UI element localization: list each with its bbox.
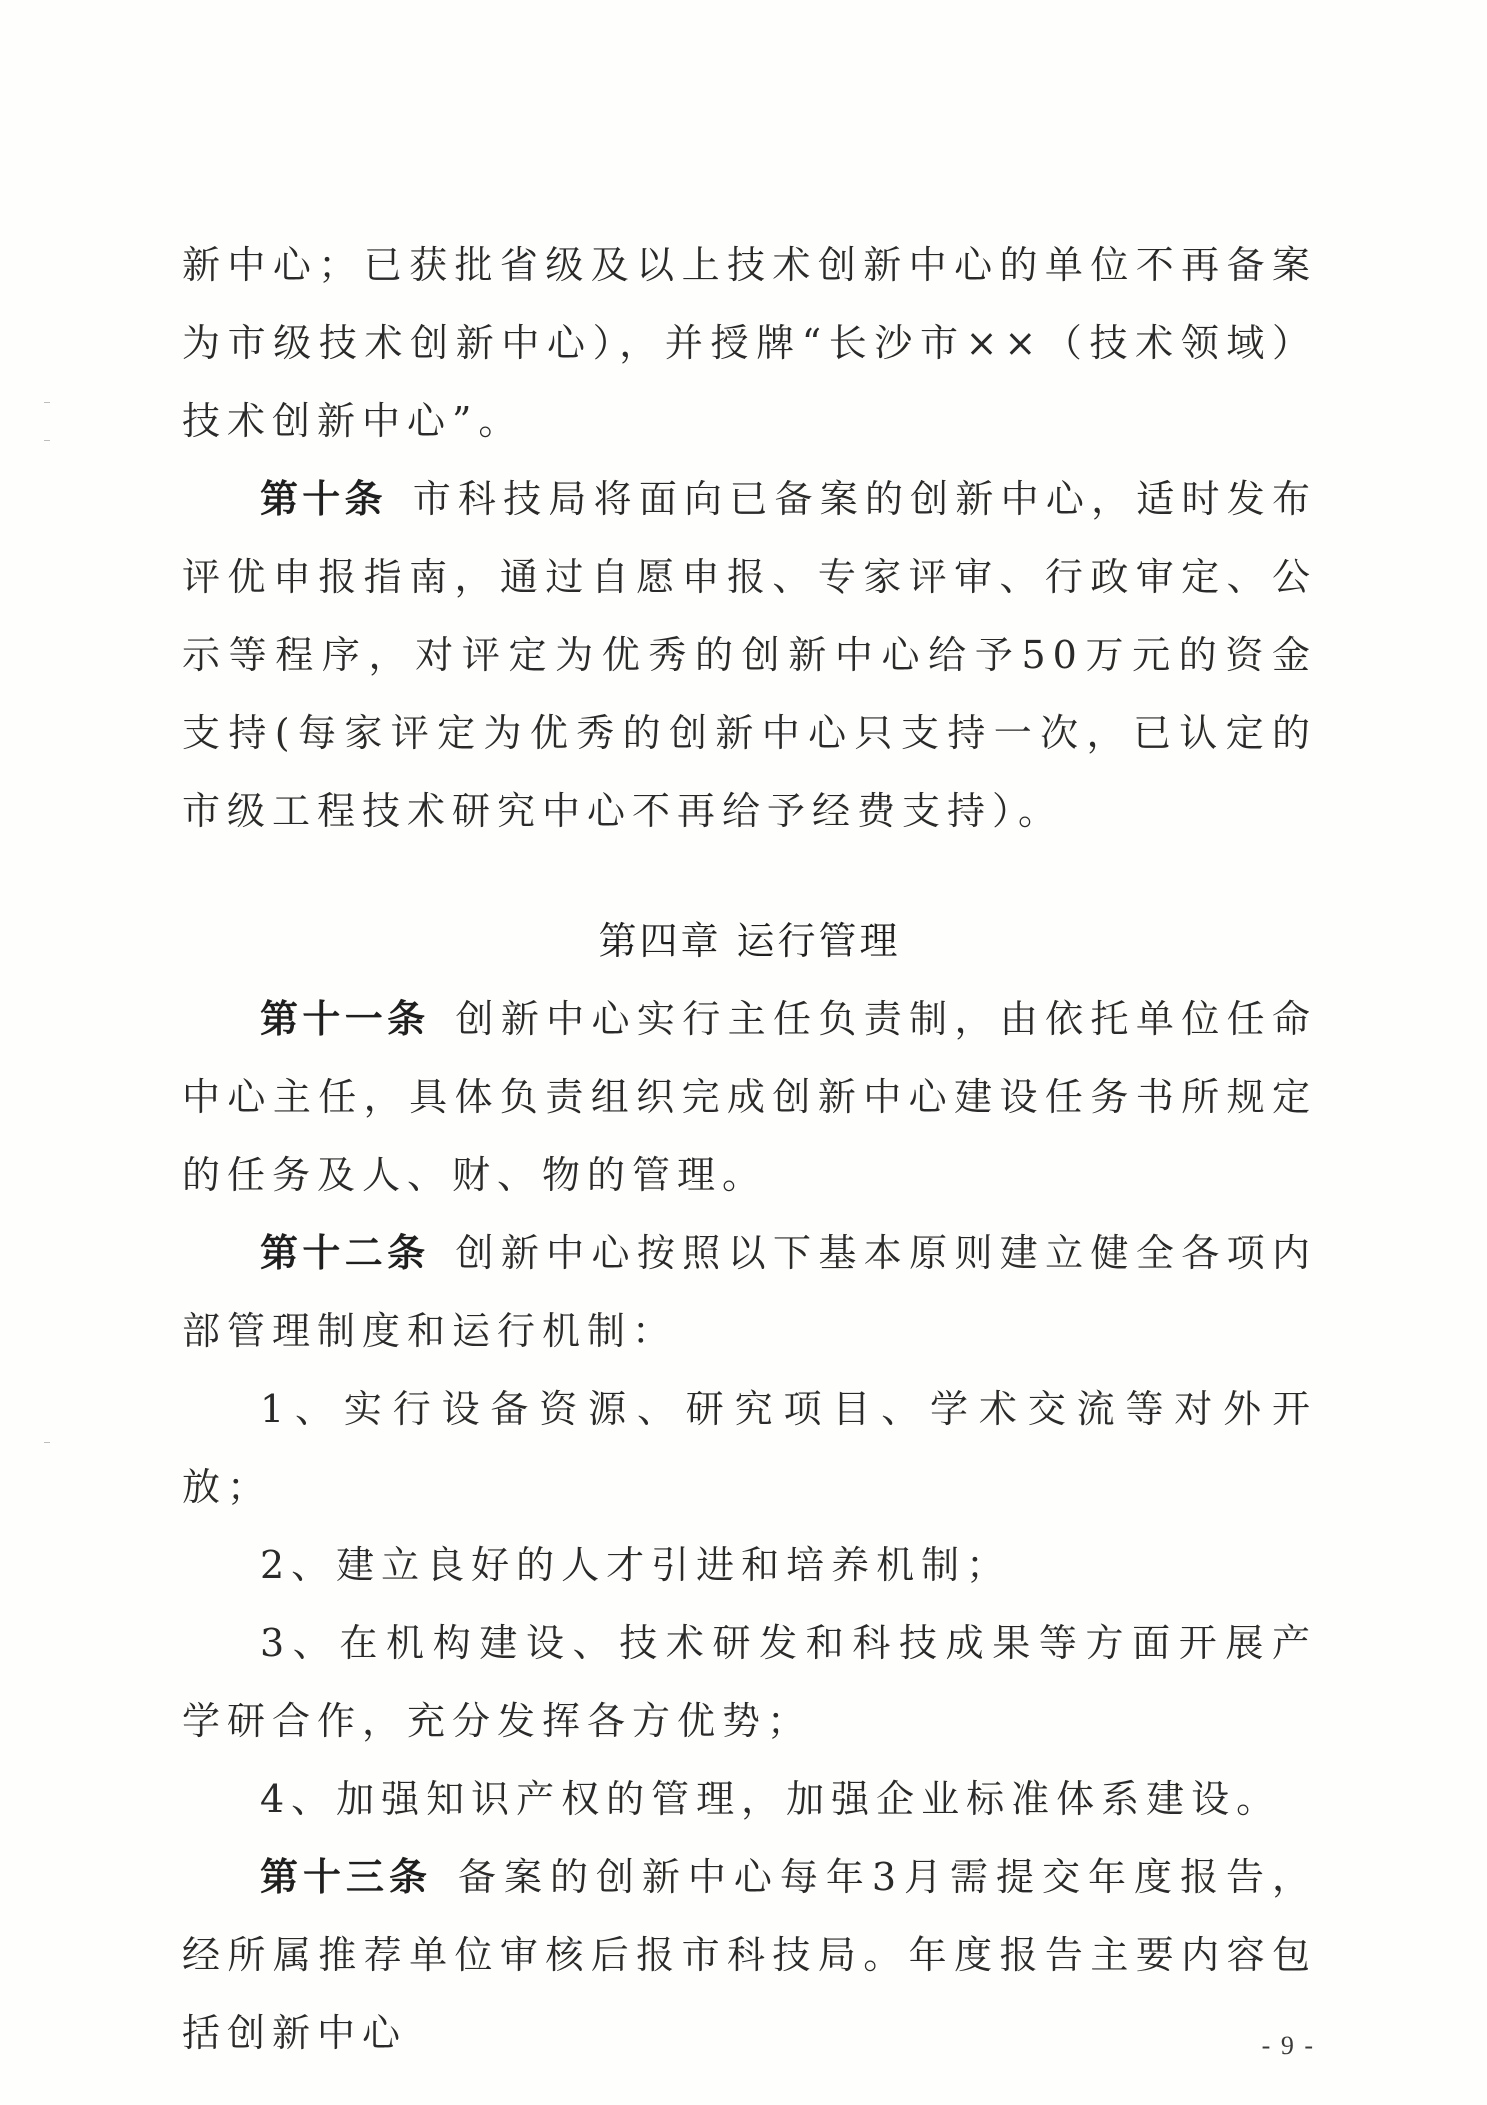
article-12-item-4: 4、加强知识产权的管理，加强企业标准体系建设。 xyxy=(260,1777,1282,1821)
article-10 xyxy=(182,460,1317,850)
article-11-label: 第十一条 xyxy=(260,997,430,1041)
document-body xyxy=(182,226,1317,2072)
article-11-text: 创新中心实行主任负责制，由依托单位任命中心主任，具体负责组织完成创新中心建设任务书所规定的任务及人、财、物的管理。 xyxy=(182,997,1317,1197)
intro-paragraph: 新中心；已获批省级及以上技术创新中心的单位不再备案为市级技术创新中心），并授牌“长沙市××（技术领域）技术创新中心”。 xyxy=(182,243,1317,443)
chapter-title: 第四章 运行管理 xyxy=(598,919,901,963)
article-12-item-3: 3、在机构建设、技术研发和科技成果等方面开展产学研合作，充分发挥各方优势； xyxy=(182,1621,1317,1743)
article-12-label: 第十二条 xyxy=(260,1231,430,1275)
article-13-label: 第十三条 xyxy=(260,1855,432,1899)
scan-artifact xyxy=(44,440,50,441)
article-11 xyxy=(182,980,1317,1214)
article-12-item-2: 2、建立良好的人才引进和培养机制； xyxy=(260,1543,1012,1587)
scan-artifact xyxy=(44,1442,50,1443)
article-13-text: 备案的创新中心每年3月需提交年度报告，经所属推荐单位审核后报市科技局。年度报告主要内容包括创新中心 xyxy=(182,1855,1317,2055)
article-10-label: 第十条 xyxy=(260,477,387,521)
article-12-text: 创新中心按照以下基本原则建立健全各项内部管理制度和运行机制： xyxy=(182,1231,1317,1353)
article-10-text: 市科技局将面向已备案的创新中心，适时发布评优申报指南，通过自愿申报、专家评审、行政审定、公示等程序，对评定为优秀的创新中心给予50万元的资金支持(每家评定为优秀的创新中心只支持一次，已认定的市级工程技术研究中心不再给予经费支持）。 xyxy=(182,477,1317,833)
scan-artifact xyxy=(44,402,50,403)
article-12-item-1: 1、实行设备资源、研究项目、学术交流等对外开放； xyxy=(182,1387,1317,1509)
article-13 xyxy=(182,1838,1317,2072)
page-number: - 9 - xyxy=(1261,2031,1315,2060)
article-12 xyxy=(182,1214,1317,1370)
